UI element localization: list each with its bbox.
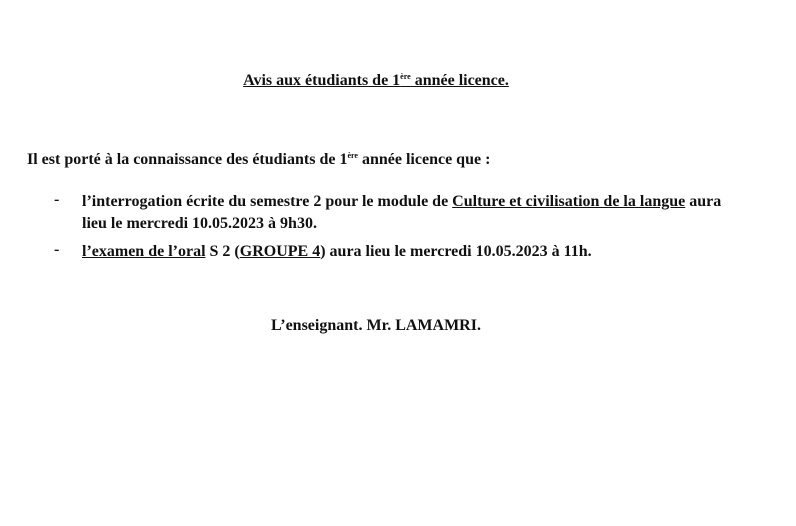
intro-text-end: année licence que :	[357, 151, 491, 168]
oral-exam-text-middle: S 2 (	[205, 243, 240, 260]
notice-title	[0, 72, 752, 90]
list-item-text	[82, 241, 742, 263]
list-bullet-dash: -	[54, 241, 60, 258]
module-name: Culture et civilisation de la langue	[452, 193, 686, 210]
group-label: GROUPE 4	[239, 243, 321, 260]
title-superscript: ère	[400, 72, 411, 81]
intro-superscript: ère	[347, 151, 358, 160]
oral-exam-label: l’examen de l’oral	[82, 243, 206, 260]
written-test-text-end: aura lieu le mercredi 10.05.2023 à 9h30.	[82, 193, 722, 232]
list-bullet-dash: -	[54, 191, 60, 208]
teacher-signature: L’enseignant. Mr. LAMAMRI.	[271, 317, 481, 334]
list-item-text	[82, 191, 742, 235]
intro-text-start: Il est porté à la connaissance des étudiants de 1	[27, 151, 348, 168]
title-text-end: année licence.	[410, 72, 509, 89]
intro-paragraph	[27, 151, 490, 169]
title-text-start: Avis aux étudiants de 1	[243, 72, 401, 89]
oral-exam-text-end: ) aura lieu le mercredi 10.05.2023 à 11h.	[320, 243, 592, 260]
written-test-text-start: l’interrogation écrite du semestre 2 pour le module de	[82, 193, 453, 210]
